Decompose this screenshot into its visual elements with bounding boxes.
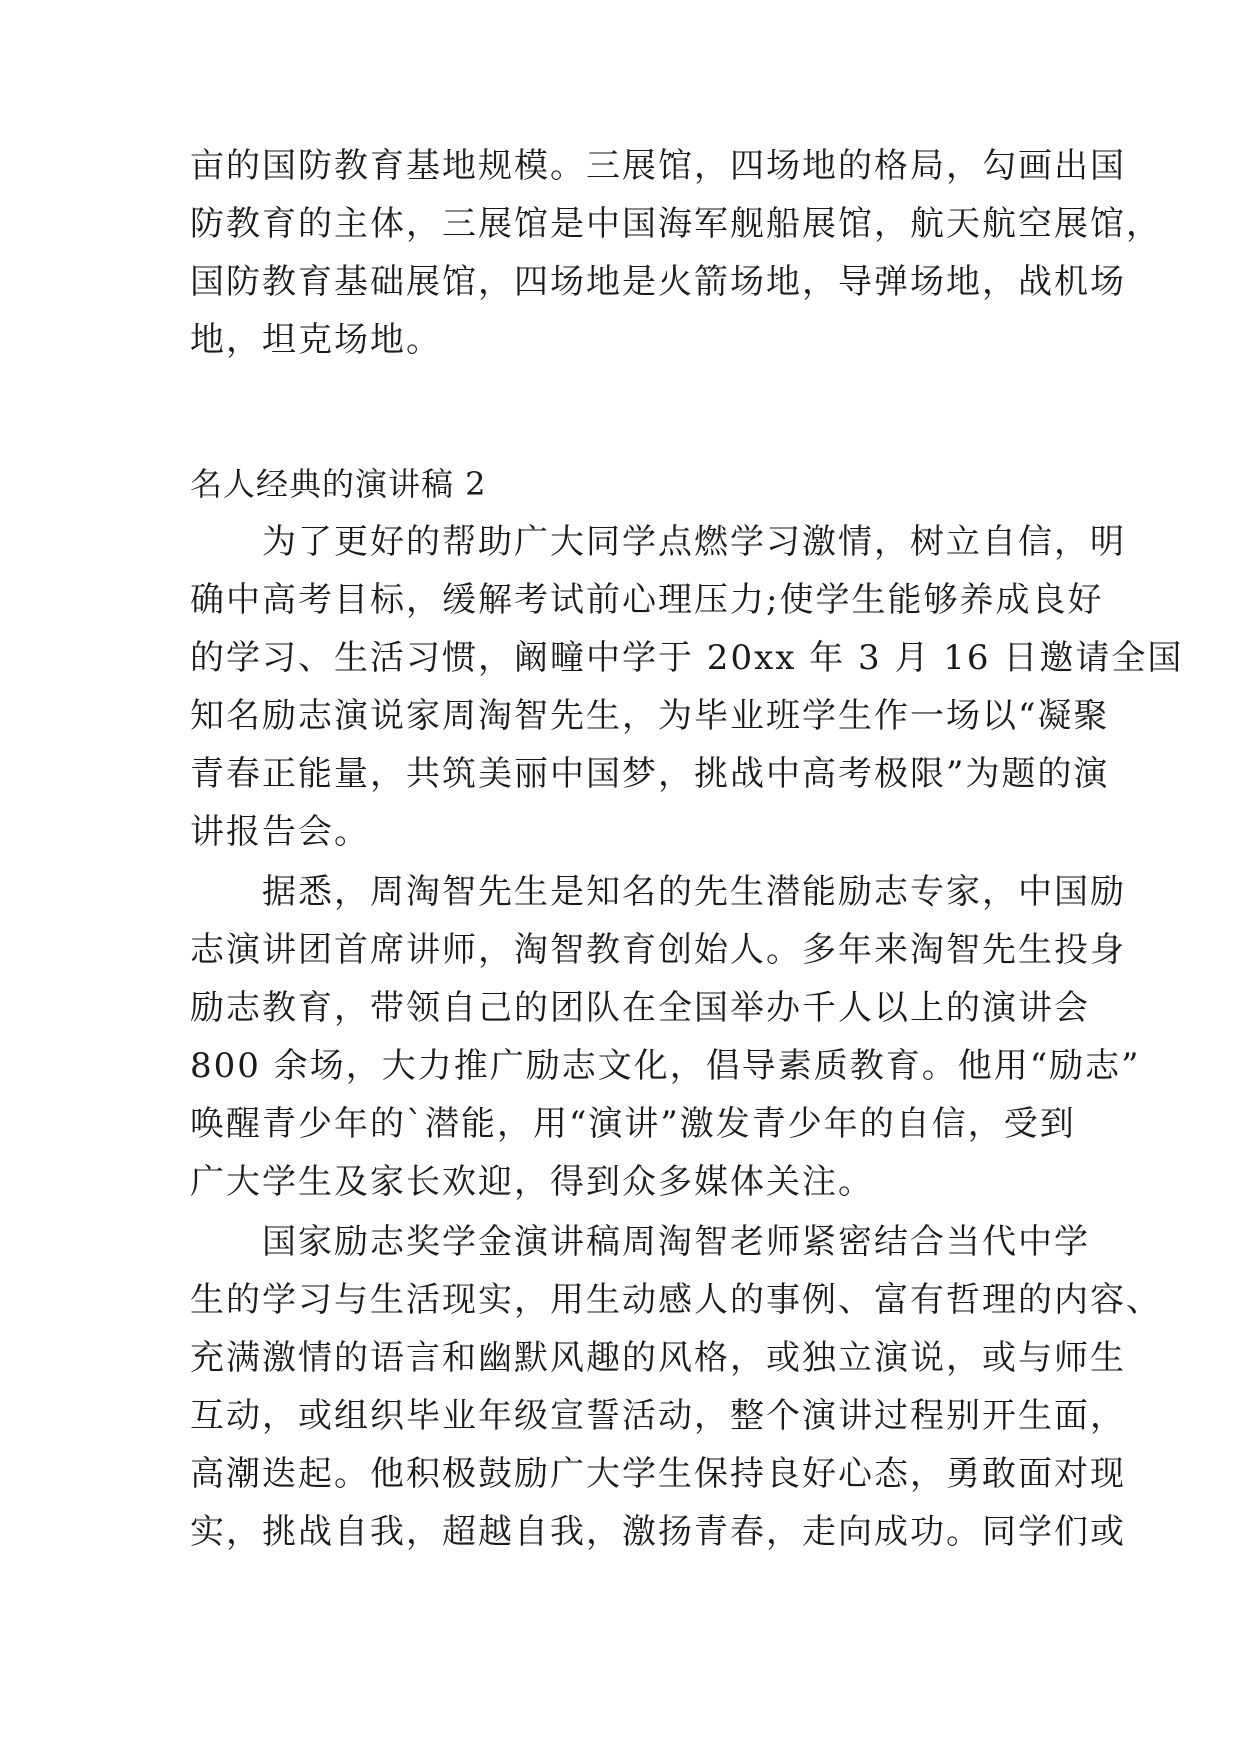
text-line: 确中高考目标，缓解考试前心理压力;使学生能够养成良好	[190, 580, 1104, 620]
paragraph-3	[190, 1213, 1162, 1561]
paragraph-1	[190, 513, 1184, 861]
section-title: 名人经典的演讲稿 2	[190, 465, 487, 503]
text-line: 为了更好的帮助广大同学点燃学习激情，树立自信，明	[190, 522, 1126, 562]
text-line: 800 余场，大力推广励志文化，倡导素质教育。他用“励志”	[190, 1046, 1141, 1086]
text-line: 亩的国防教育基地规模。三展馆，四场地的格局，勾画出国	[190, 146, 1126, 186]
text-line: 互动，或组织毕业年级宣誓活动，整个演讲过程别开生面，	[190, 1396, 1126, 1436]
text-line: 的学习、生活习惯，阚疃中学于 20xx 年 3 月 16 日邀请全国	[190, 638, 1184, 678]
text-line: 国防教育基础展馆，四场地是火箭场地，导弹场地，战机场	[190, 262, 1126, 302]
text-line: 生的学习与生活现实，用生动感人的事例、富有哲理的内容、	[190, 1280, 1162, 1320]
text-line: 讲报告会。	[190, 812, 370, 852]
text-line: 地，坦克场地。	[190, 320, 442, 360]
text-line: 志演讲团首席讲师，淘智教育创始人。多年来淘智先生投身	[190, 930, 1126, 970]
text-line: 据悉，周淘智先生是知名的先生潜能励志专家，中国励	[190, 872, 1126, 912]
text-line: 知名励志演说家周淘智先生，为毕业班学生作一场以“凝聚	[190, 696, 1110, 736]
text-line: 实，挑战自我，超越自我，激扬青春，走向成功。同学们或	[190, 1512, 1126, 1552]
text-line: 充满激情的语言和幽默风趣的风格，或独立演说，或与师生	[190, 1338, 1126, 1378]
text-line: 防教育的主体，三展馆是中国海军舰船展馆，航天航空展馆，	[190, 204, 1162, 244]
continuation-paragraph	[190, 137, 1162, 369]
text-line: 唤醒青少年的`潜能，用“演讲”激发青少年的自信，受到	[190, 1104, 1076, 1144]
text-line: 高潮迭起。他积极鼓励广大学生保持良好心态，勇敢面对现	[190, 1454, 1126, 1494]
text-line: 广大学生及家长欢迎，得到众多媒体关注。	[190, 1162, 874, 1202]
text-line: 青春正能量，共筑美丽中国梦，挑战中高考极限”为题的演	[190, 754, 1110, 794]
text-line: 励志教育，带领自己的团队在全国举办千人以上的演讲会	[190, 988, 1090, 1028]
text-line: 国家励志奖学金演讲稿周淘智老师紧密结合当代中学	[190, 1222, 1090, 1262]
paragraph-2	[190, 863, 1141, 1211]
